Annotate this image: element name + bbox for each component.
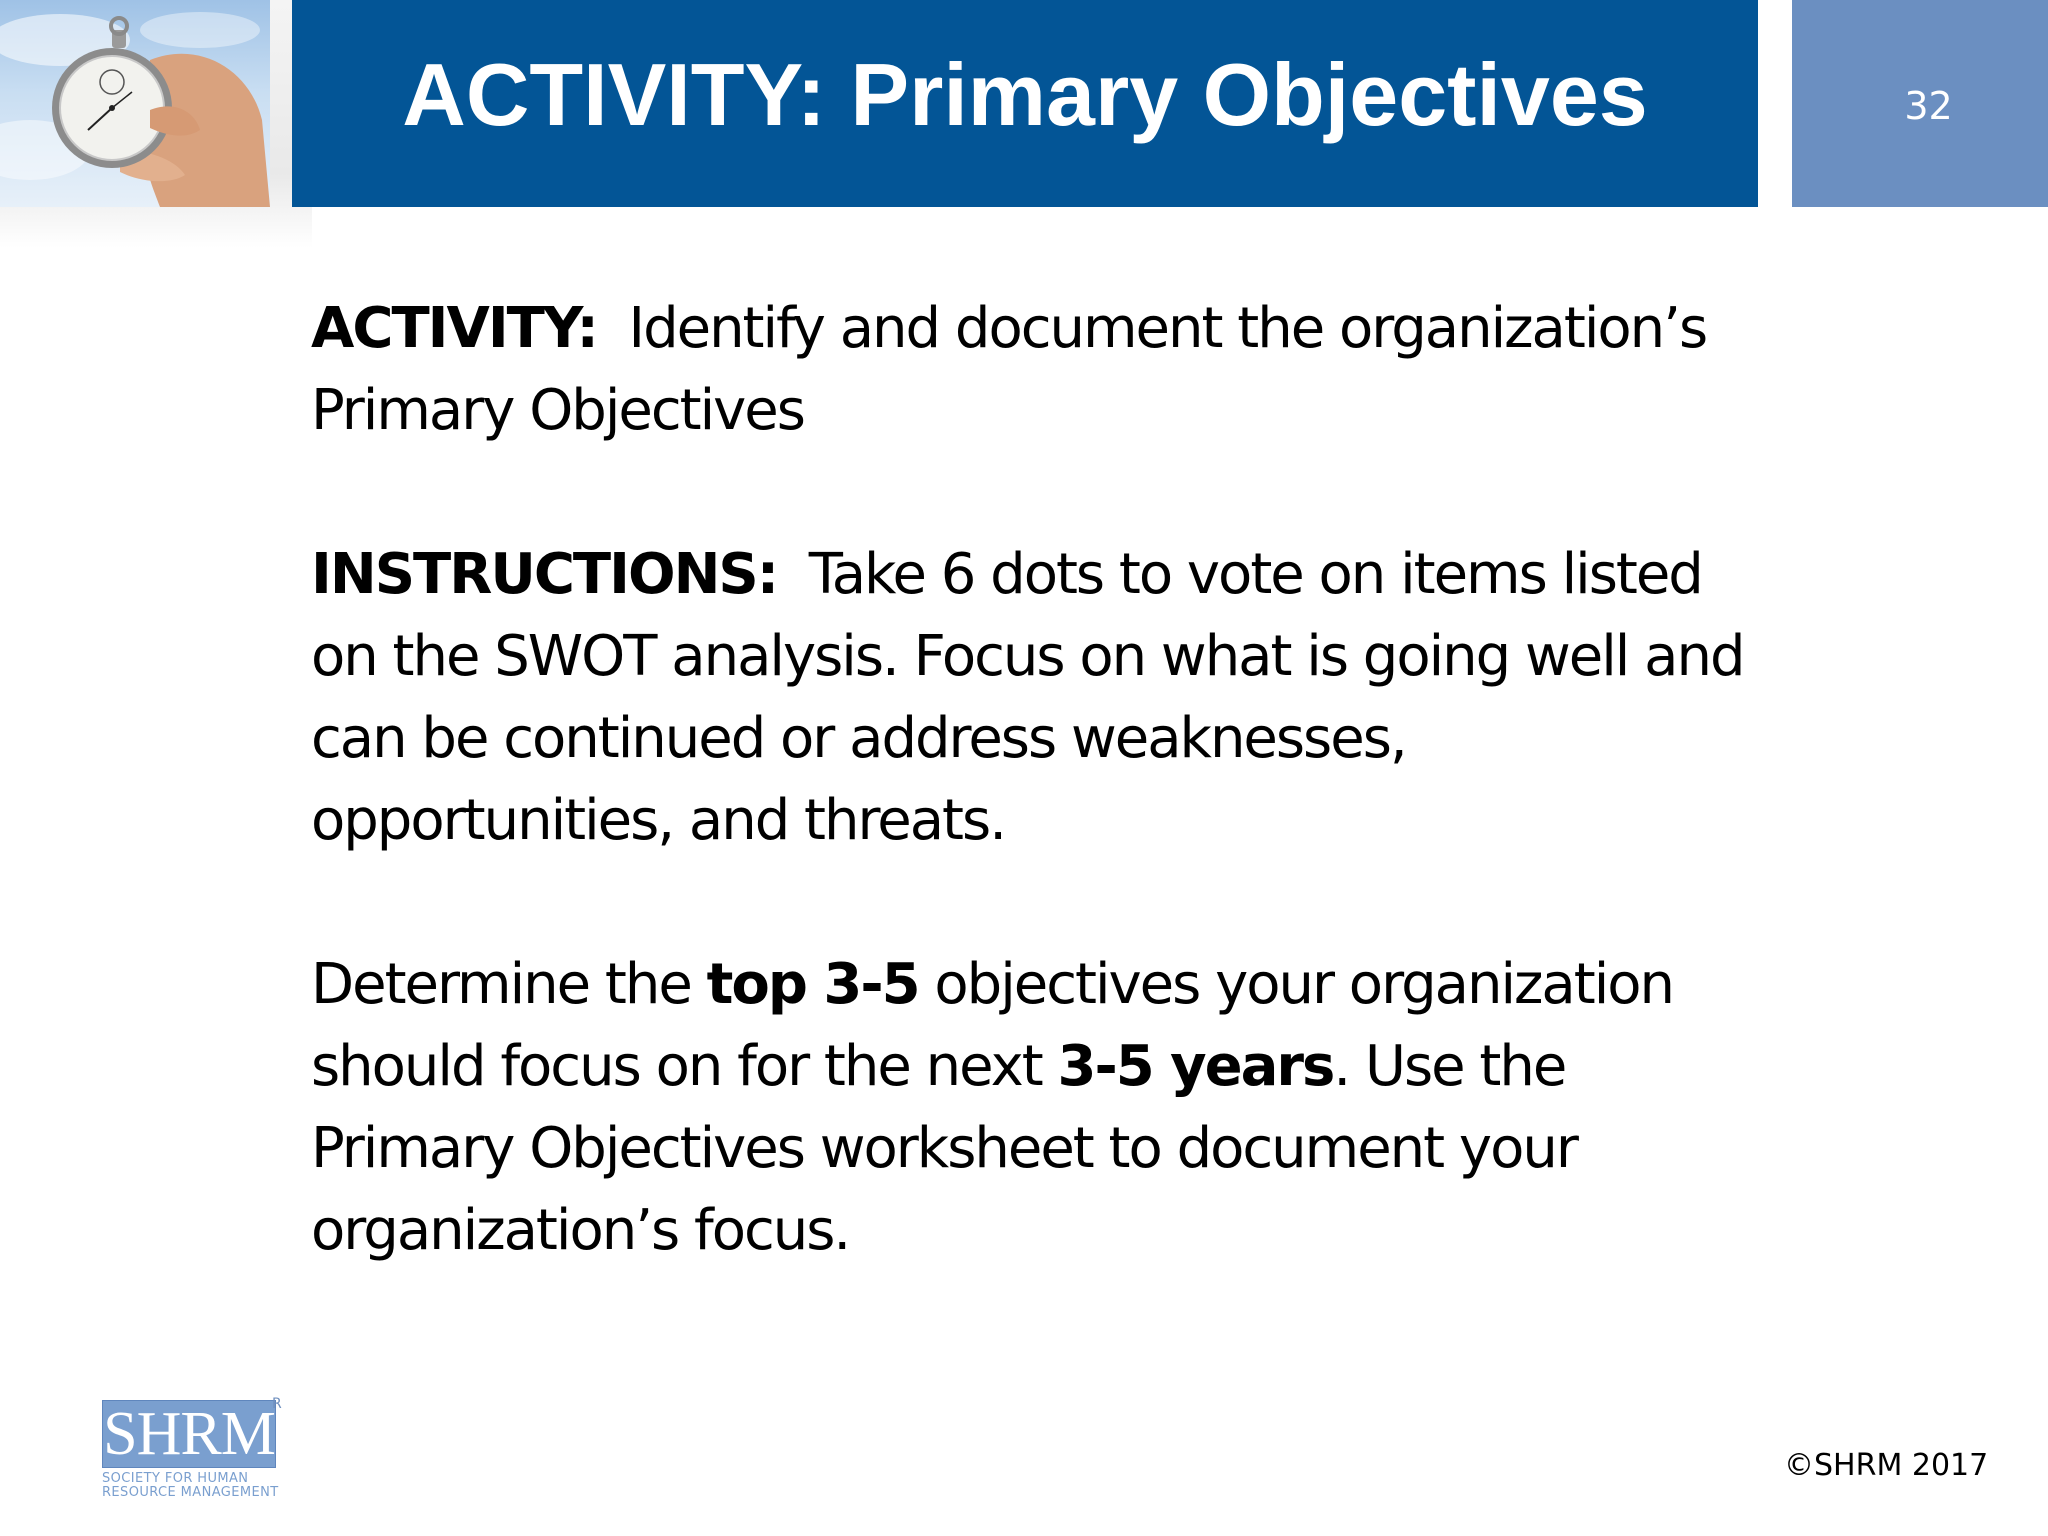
logo-subtitle-line2: RESOURCE MANAGEMENT — [102, 1485, 279, 1500]
determine-paragraph — [311, 944, 1751, 1272]
slide-body — [311, 288, 1751, 1272]
determine-text-2: objectives your organization should focus on for the next — [311, 952, 1674, 1099]
determine-bold-objectives: top 3-5 — [706, 952, 919, 1017]
determine-text-1: Determine the — [311, 952, 707, 1017]
slide-number: 32 — [1904, 84, 1953, 128]
logo-subtitle-line1: SOCIETY FOR HUMAN — [102, 1471, 249, 1486]
copyright-notice: ©SHRM 2017 — [1784, 1448, 1989, 1483]
instructions-paragraph — [311, 534, 1751, 862]
activity-paragraph — [311, 288, 1751, 452]
stopwatch-illustration — [0, 0, 270, 207]
stopwatch-in-hand-icon — [0, 0, 270, 207]
shrm-logo-mark: SHRM — [103, 1400, 275, 1468]
instructions-label: INSTRUCTIONS: — [311, 542, 778, 607]
registered-mark: R — [272, 1396, 282, 1412]
determine-bold-years: 3-5 years — [1057, 1034, 1334, 1099]
activity-text: Identify and document the organization’s Primary Objectives — [311, 296, 1707, 443]
determine-text-3: . Use the Primary Objectives worksheet to document your organization’s focus. — [311, 1034, 1577, 1263]
slide-number-box — [1792, 0, 2048, 207]
slide-title: ACTIVITY: Primary Objectives — [402, 45, 1648, 144]
shrm-logo-subtitle — [102, 1472, 302, 1500]
shrm-logo — [102, 1396, 292, 1504]
activity-label: ACTIVITY: — [311, 296, 597, 361]
instructions-text: Take 6 dots to vote on items listed on the SWOT analysis. Focus on what is going well and can be continued or address weaknesses, opportunities, and threats. — [311, 542, 1744, 853]
title-bar — [292, 0, 1758, 207]
